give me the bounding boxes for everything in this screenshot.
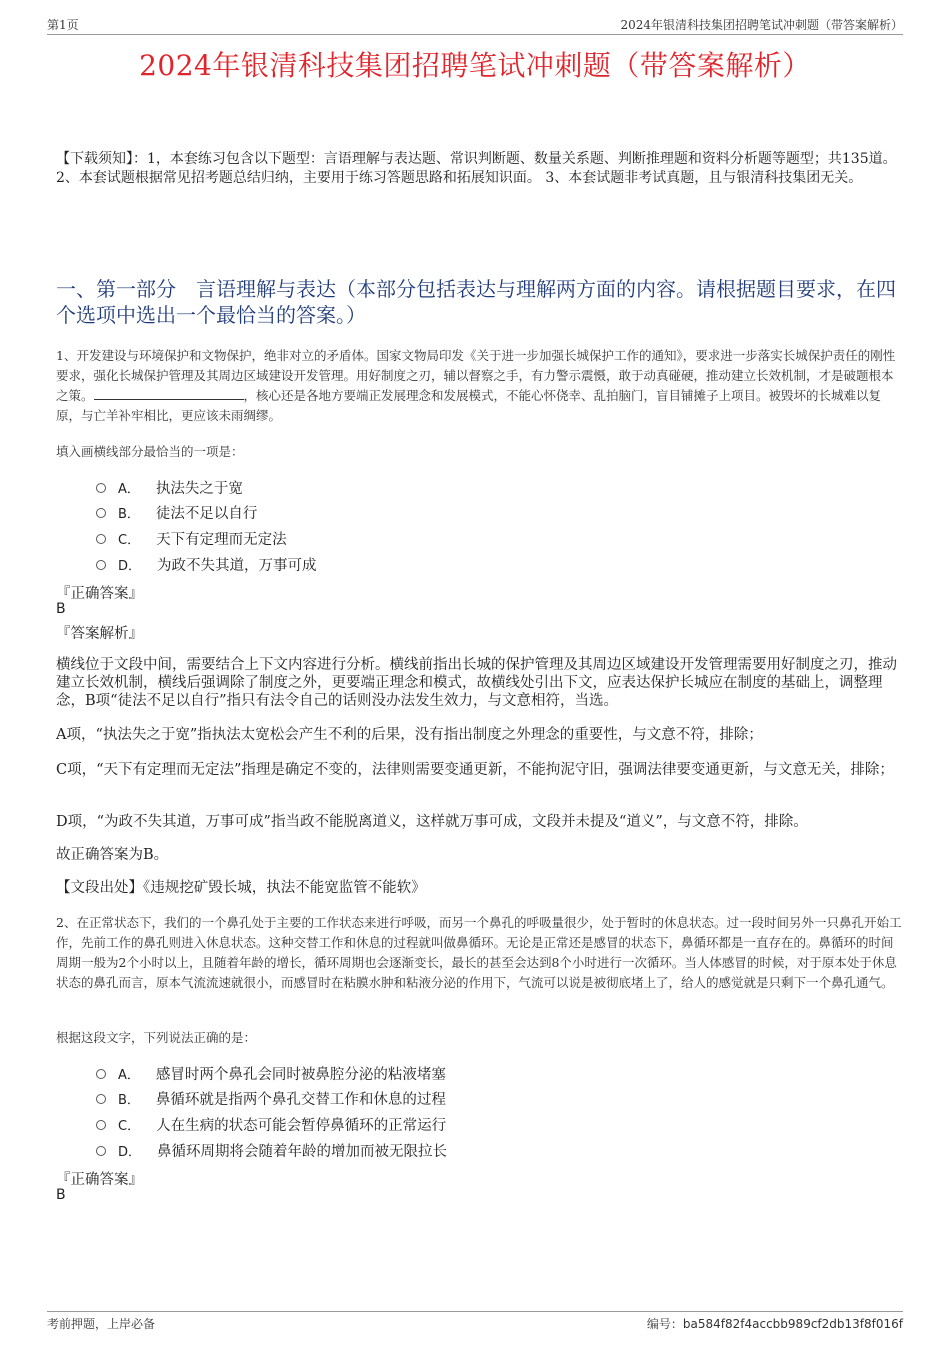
option-letter: A． bbox=[118, 482, 140, 497]
question-2-option-a[interactable] bbox=[96, 1063, 446, 1084]
radio-icon[interactable] bbox=[96, 508, 106, 518]
question-1-option-d[interactable] bbox=[96, 554, 317, 575]
analysis-paragraph: C项，“天下有定理而无定法”指理是确定不变的，法律则需要变通更新，不能拘泥守旧，强调法律要变通更新，与文意无关，排除； bbox=[56, 762, 894, 778]
option-text: 天下有定理而无定法 bbox=[156, 532, 287, 548]
question-2-option-d[interactable] bbox=[96, 1140, 447, 1161]
answer-blank bbox=[94, 387, 244, 400]
radio-icon[interactable] bbox=[96, 1069, 106, 1079]
header-doc-title: 2024年银清科技集团招聘笔试冲刺题（带答案解析） bbox=[620, 18, 903, 32]
option-letter: C． bbox=[118, 1119, 141, 1134]
option-text: 鼻循环周期将会随着年龄的增加而被无限拉长 bbox=[157, 1144, 448, 1160]
radio-icon[interactable] bbox=[96, 534, 106, 544]
analysis-label: 『答案解析』 bbox=[56, 626, 143, 642]
option-text: 为政不失其道，万事可成 bbox=[157, 558, 317, 574]
analysis-paragraph: D项，“为政不失其道，万事可成”指当政不能脱离道义，这样就万事可成，文段并未提及“道义”，与文意不符，排除。 bbox=[56, 814, 808, 830]
correct-answer-label: 『正确答案』 bbox=[56, 1172, 143, 1188]
code-value: ba584f82f4accbb989cf2db13f8f016f bbox=[682, 1317, 903, 1331]
code-label: 编号： bbox=[646, 1317, 683, 1331]
document-code bbox=[647, 1315, 903, 1332]
radio-icon[interactable] bbox=[96, 483, 106, 493]
option-letter: B． bbox=[118, 507, 140, 522]
question-1-text-after: ，核心还是各地方要端正发展理念和发展模式，不能心怀侥幸、乱拍脑门，盲目铺摊子上项目。被毁坏的长城难以复原，与亡羊补牢相比，更应该未雨绸缪。 bbox=[56, 388, 882, 423]
radio-icon[interactable] bbox=[96, 1094, 106, 1104]
question-2-ask: 根据这段文字，下列说法正确的是： bbox=[56, 1030, 257, 1045]
page-header bbox=[47, 14, 903, 35]
option-letter: D． bbox=[118, 1145, 142, 1160]
page-footer bbox=[47, 1311, 903, 1334]
option-text: 执法失之于宽 bbox=[155, 481, 243, 497]
analysis-conclusion: 故正确答案为B。 bbox=[56, 847, 169, 863]
correct-answer: B bbox=[56, 1187, 66, 1203]
option-letter: C． bbox=[118, 533, 141, 548]
correct-answer: B bbox=[56, 601, 66, 617]
option-text: 徒法不足以自行 bbox=[155, 506, 258, 522]
correct-answer-label: 『正确答案』 bbox=[56, 586, 143, 602]
question-1-text bbox=[56, 346, 902, 426]
page-number: 第1页 bbox=[47, 18, 79, 32]
option-text: 感冒时两个鼻孔会同时被鼻腔分泌的粘液堵塞 bbox=[155, 1067, 446, 1083]
question-1-option-c[interactable] bbox=[96, 528, 287, 549]
footer-slogan: 考前押题，上岸必备 bbox=[47, 1317, 156, 1331]
radio-icon[interactable] bbox=[96, 1146, 106, 1156]
question-2-text: 2、在正常状态下，我们的一个鼻孔处于主要的工作状态来进行呼吸，而另一个鼻孔的呼吸量很少，处于暂时的休息状态。过一段时间另外一只鼻孔开始工作，先前工作的鼻孔则进入休息状态。这种交替工作和休息的过程就叫做鼻循环。无论是正常还是感冒的状态下，鼻循环都是一直存在的。鼻循环的时间周期一般为2个小时以上，且随着年龄的增长，循环周期也会逐渐变长，最长的甚至会达到8个小时进行一次循环。当人体感冒的时候，对于原本处于休息状态的鼻孔而言，原本气流流速就很小，而感冒时在粘膜水肿和粘液分泌的作用下，气流可以说是被彻底堵上了，给人的感觉就是只剩下一个鼻孔通气。 bbox=[56, 915, 902, 990]
analysis-paragraph: A项，“执法失之于宽”指执法太宽松会产生不利的后果，没有指出制度之外理念的重要性，与文意不符，排除； bbox=[56, 727, 763, 743]
page-title: 2024年银清科技集团招聘笔试冲刺题（带答案解析） bbox=[139, 49, 811, 82]
radio-icon[interactable] bbox=[96, 1120, 106, 1130]
question-2-option-b[interactable] bbox=[96, 1088, 446, 1109]
radio-icon[interactable] bbox=[96, 560, 106, 570]
question-1-option-a[interactable] bbox=[96, 477, 243, 498]
analysis-paragraph: 横线位于文段中间，需要结合上下文内容进行分析。横线前指出长城的保护管理及其周边区域建设开发管理需要用好制度之刃，推动建立长效机制，横线后强调除了制度之外，更要端正理念和模式，故横线处引出下文，应表达保护长城应在制度的基础上，调整理念，B项“徒法不足以自行”指只有法令自己的话则没办法发生效力，与文意相符，当选。 bbox=[56, 657, 897, 709]
question-1-text-before: 1、开发建设与环境保护和文物保护，绝非对立的矛盾体。国家文物局印发《关于进一步加强长城保护工作的通知》，要求进一步落实长城保护责任的刚性要求，强化长城保护管理及其周边区域建设开发管理。用好制度之刃，辅以督察之手，有力警示震慑，敢于动真碰硬，推动建立长效机制，才是破题根本之策。 bbox=[56, 348, 896, 403]
option-letter: A． bbox=[118, 1068, 140, 1083]
option-text: 鼻循环就是指两个鼻孔交替工作和休息的过程 bbox=[155, 1092, 446, 1108]
question-1-option-b[interactable] bbox=[96, 502, 257, 523]
option-letter: D． bbox=[118, 559, 142, 574]
question-1-ask: 填入画横线部分最恰当的一项是： bbox=[56, 444, 244, 459]
download-notice: 【下载须知】：1，本套练习包含以下题型：言语理解与表达题、常识判断题、数量关系题、判断推理题和资料分析题等题型；共135道。 2、本套试题根据常见招考题总结归纳，主要用于练习答题思路和拓展知识面。 3、本套试题非考试真题，且与银清科技集团无关。 bbox=[56, 151, 897, 186]
section-title: 一、第一部分 言语理解与表达（本部分包括表达与理解两方面的内容。请根据题目要求，在四个选项中选出一个最恰当的答案。） bbox=[56, 277, 896, 327]
question-2-option-c[interactable] bbox=[96, 1114, 446, 1135]
option-letter: B． bbox=[118, 1093, 140, 1108]
option-text: 人在生病的状态可能会暂停鼻循环的正常运行 bbox=[156, 1118, 447, 1134]
source-citation: 【文段出处】《违规挖矿毁长城，执法不能宽监管不能软》 bbox=[56, 880, 426, 896]
